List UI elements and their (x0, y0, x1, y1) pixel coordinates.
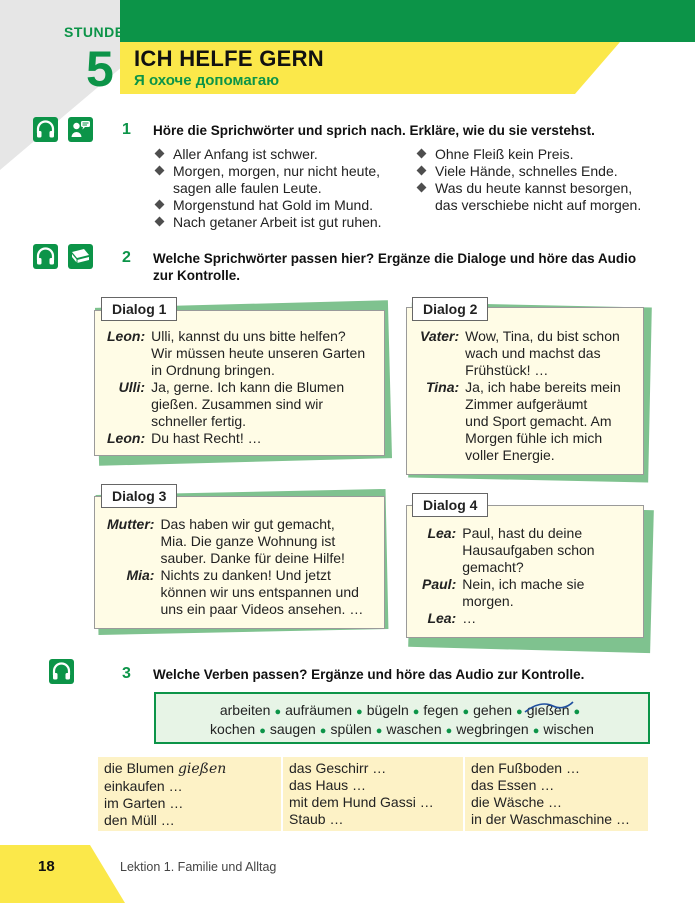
proverb-item: Nach getaner Arbeit ist gut ruhen. (155, 214, 382, 231)
verb-item: bügeln (366, 702, 409, 718)
phrase-row: die Blumen gießen (104, 760, 227, 777)
header-green-bar (120, 0, 695, 42)
verb-item: arbeiten (219, 702, 271, 718)
phrase-row: einkaufen … (104, 778, 183, 794)
speaking-icon (68, 117, 93, 142)
phrase-row: mit dem Hund Gassi … (289, 794, 434, 810)
headphones-icon[interactable] (33, 117, 58, 142)
phrase-row: in der Waschmaschine … (471, 811, 630, 827)
verb-bank (154, 692, 650, 744)
lesson-subtitle: Я охоче допомагаю (134, 72, 280, 89)
stunde-number: 5 (86, 41, 114, 97)
dialog-2-text: Vater: Wow, Tina, du bist schon wach und machst das Frühstück! … Tina: Ja, ich habe bereits mein Zimmer aufgeräumt und Sport gemacht. Am Morgen fühle ich mich voller Energie. (420, 328, 621, 463)
cross-out-mark (523, 700, 575, 718)
phrase-row: das Geschirr … (289, 760, 387, 776)
phrase-column-3 (465, 757, 648, 831)
stunde-label: STUNDE (64, 24, 125, 40)
verb-item: spülen (330, 721, 372, 737)
verb-item-crossed: gießen (527, 702, 570, 718)
verb-item: kochen (210, 721, 256, 737)
phrase-row: im Garten … (104, 795, 184, 811)
proverbs-left-list (155, 146, 382, 231)
phrase-row: die Wäsche … (471, 794, 563, 810)
phrase-column-2 (283, 757, 463, 831)
task-2-number: 2 (122, 249, 131, 266)
book-write-icon (68, 244, 93, 269)
dialog-3-text: Mutter: Das haben wir gut gemacht, Mia. Die ganze Wohnung ist sauber. Danke für deine Hilfe! Mia: Nichts zu danken! Und jetzt können wir uns entspannen und uns ein paar Videos ansehen. … (107, 516, 364, 617)
verb-item: gehen (473, 702, 513, 718)
verb-item: saugen (269, 721, 316, 737)
verb-item: wischen (543, 721, 594, 737)
headphones-icon[interactable] (33, 244, 58, 269)
phrase-row: den Fußboden … (471, 760, 580, 776)
dialog-1-label: Dialog 1 (101, 297, 177, 321)
verb-item: waschen (386, 721, 442, 737)
footer-band (0, 845, 125, 903)
dialog-4-text: Lea: Paul, hast du deine Hausaufgaben schon gemacht? Paul: Nein, ich mache sie morgen. Lea: … (422, 525, 595, 626)
task-1-instruction: Höre die Sprichwörter und sprich nach. Erkläre, wie du sie verstehst. (153, 123, 595, 138)
task-3-number: 3 (122, 665, 131, 682)
verb-item: wegbringen (456, 721, 529, 737)
phrase-row: den Müll … (104, 812, 175, 828)
dialog-2-label: Dialog 2 (412, 297, 488, 321)
dialog-3-label: Dialog 3 (101, 484, 177, 508)
lesson-title: ICH HELFE GERN (134, 46, 324, 71)
verb-line-2: kochen ● saugen ● spülen ● waschen ● wegbringen ● wischen (210, 721, 594, 737)
task-1-number: 1 (122, 121, 131, 138)
headphones-icon[interactable] (49, 659, 74, 684)
verb-item: fegen (423, 702, 459, 718)
dialog-1-text: Leon: Ulli, kannst du uns bitte helfen? Wir müssen heute unseren Garten in Ordnung bringen. Ulli: Ja, gerne. Ich kann die Blumen gießen. Zusammen sind wir schneller fertig. Leon: Du hast Recht! … (107, 328, 366, 446)
footer-lesson-text: Lektion 1. Familie und Alltag (120, 860, 277, 874)
phrase-row: das Essen … (471, 777, 555, 793)
handwritten-answer: gießen (177, 761, 227, 777)
verb-item: aufräumen (285, 702, 353, 718)
task-3-instruction: Welche Verben passen? Ergänze und höre das Audio zur Kontrolle. (153, 667, 585, 682)
task-2-instruction: Welche Sprichwörter passen hier? Ergänze die Dialoge und höre das Audio zur Kontrolle. (153, 251, 637, 283)
verb-line-1: arbeiten ● aufräumen ● bügeln ● fegen ● gehen ● gießen ● (219, 702, 581, 718)
proverb-item: Aller Anfang ist schwer. (155, 146, 382, 163)
page-number: 18 (38, 858, 55, 875)
phrase-row: Staub … (289, 811, 344, 827)
proverb-item: Morgenstund hat Gold im Mund. (155, 197, 382, 214)
proverb-item: Morgen, morgen, nur nicht heute, sagen alle faulen Leute. (155, 163, 382, 197)
dialog-4-label: Dialog 4 (412, 493, 488, 517)
proverbs-right-list (417, 146, 641, 214)
proverb-item: Was du heute kannst besorgen, das verschiebe nicht auf morgen. (417, 180, 641, 214)
phrase-column-1 (98, 757, 281, 831)
proverb-item: Ohne Fleiß kein Preis. (417, 146, 641, 163)
proverb-item: Viele Hände, schnelles Ende. (417, 163, 641, 180)
phrase-row: das Haus … (289, 777, 367, 793)
